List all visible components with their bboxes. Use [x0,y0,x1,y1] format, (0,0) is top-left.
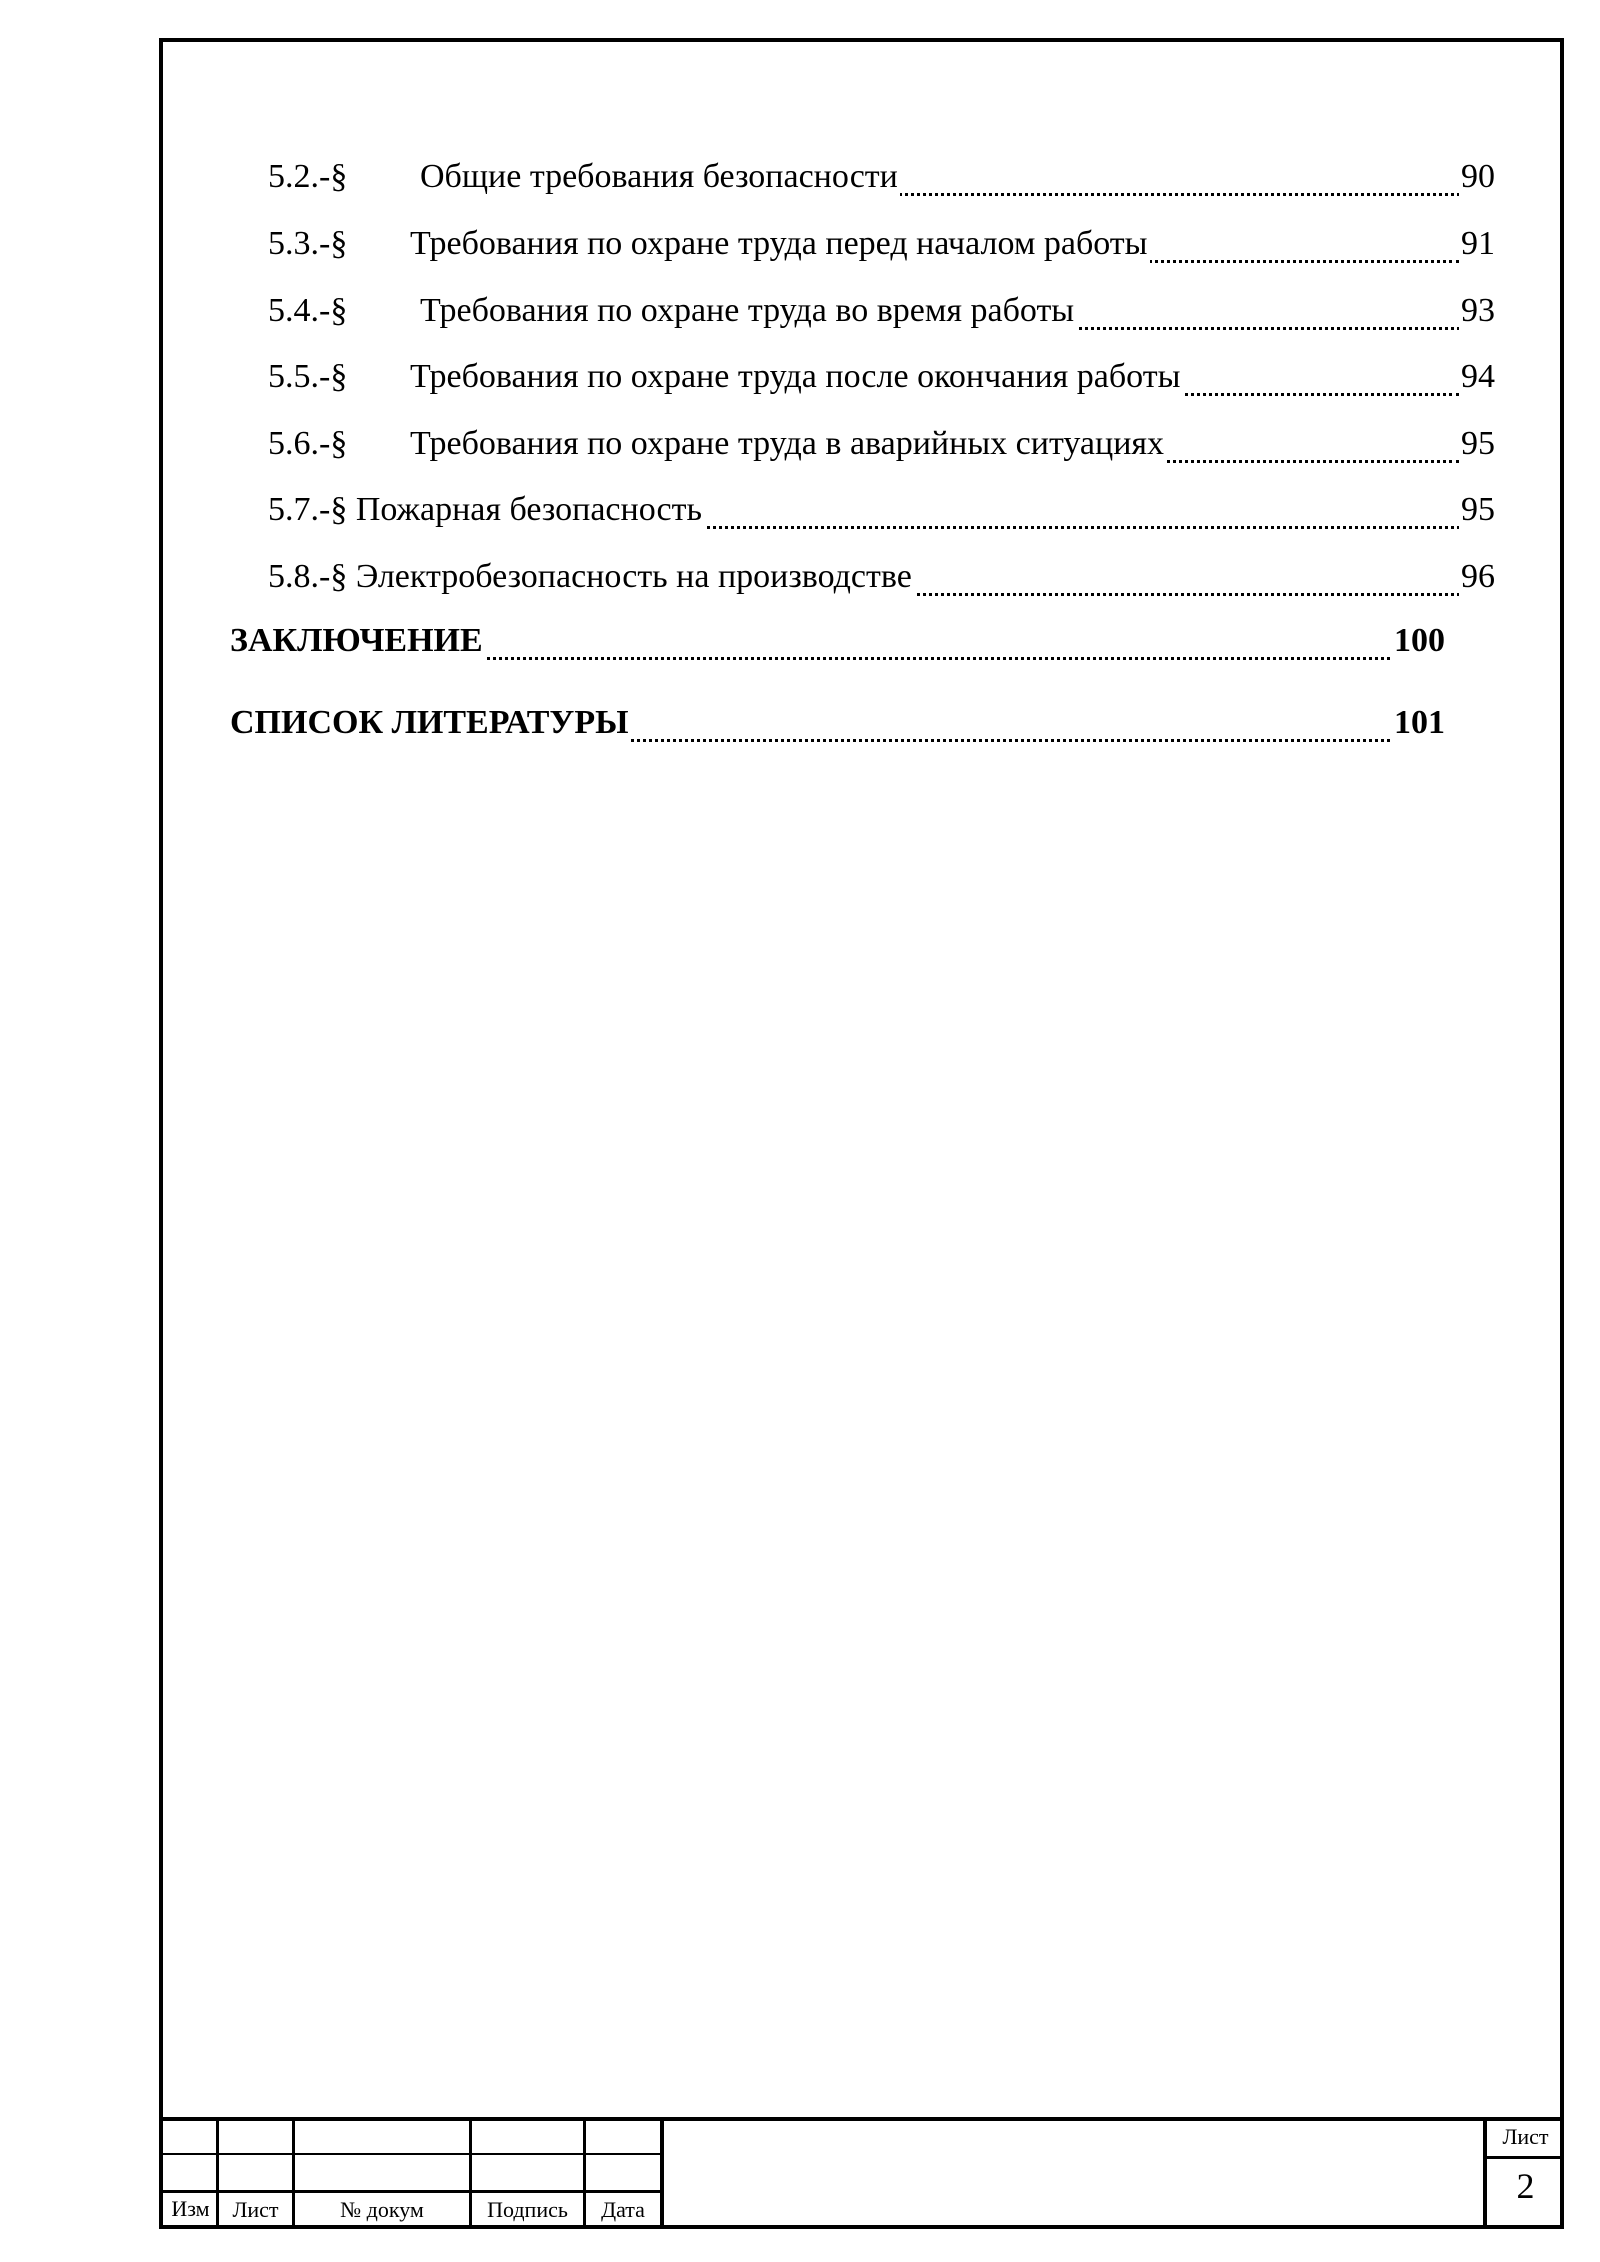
sheet-number: 2 [1516,2166,1535,2206]
toc-page-number: 94 [1459,350,1495,404]
toc-section-number: 5.2.-§ [268,150,347,204]
stamp-col-list: Лист [232,2197,279,2222]
toc-page-number: 101 [1392,696,1445,750]
toc-section-number: 5.6.-§ [268,417,347,471]
toc-title: Требования по охране труда в аварийных ситуациях [410,417,1166,471]
toc-section-number: 5.4.-§ [268,284,347,338]
toc-section-number: 5.3.-§ [268,217,347,271]
stamp-col-izm: Изм [171,2196,210,2221]
stamp-col-sign: Подпись [487,2197,568,2222]
toc-entry-5-6 [0,417,1600,471]
toc-entry-5-7 [0,483,1600,537]
stamp-col-date: Дата [601,2197,645,2222]
stamp-sheet-label: Лист [1502,2124,1549,2149]
toc-title: 5.7.-§ Пожарная безопасность [268,483,704,537]
toc-section-number: 5.5.-§ [268,350,347,404]
toc-page-number: 91 [1459,217,1495,271]
toc-page-number: 90 [1459,150,1495,204]
stamp-row-line [1483,2156,1564,2159]
toc-title: Требования по охране труда во время работы [420,284,1076,338]
toc-entry-5-2 [0,150,1600,204]
stamp-border-top [159,2117,1564,2121]
toc-page-number: 93 [1459,284,1495,338]
toc-page-number: 96 [1459,550,1495,604]
toc-entry-5-5 [0,350,1600,404]
toc-title: ЗАКЛЮЧЕНИЕ [230,614,485,668]
toc-entry-5-4 [0,284,1600,338]
toc-entry-references [0,696,1600,750]
toc-entry-5-3 [0,217,1600,271]
stamp-row-line [163,2190,663,2193]
toc-title: 5.8.-§ Электробезопасность на производстве [268,550,914,604]
stamp-col-line [660,2117,664,2229]
toc-entry-conclusion [0,614,1600,668]
stamp-col-doc: № докум [340,2197,424,2222]
toc-title: Общие требования безопасности [420,150,900,204]
toc-page-number: 95 [1459,417,1495,471]
toc-title: СПИСОК ЛИТЕРАТУРЫ [230,696,631,750]
toc-page-number: 100 [1392,614,1445,668]
stamp-row-line [163,2153,663,2155]
toc-title: Требования по охране труда после окончания работы [410,350,1182,404]
toc-title: Требования по охране труда перед началом работы [410,217,1150,271]
toc-page-number: 95 [1459,483,1495,537]
toc-entry-5-8 [0,550,1600,604]
